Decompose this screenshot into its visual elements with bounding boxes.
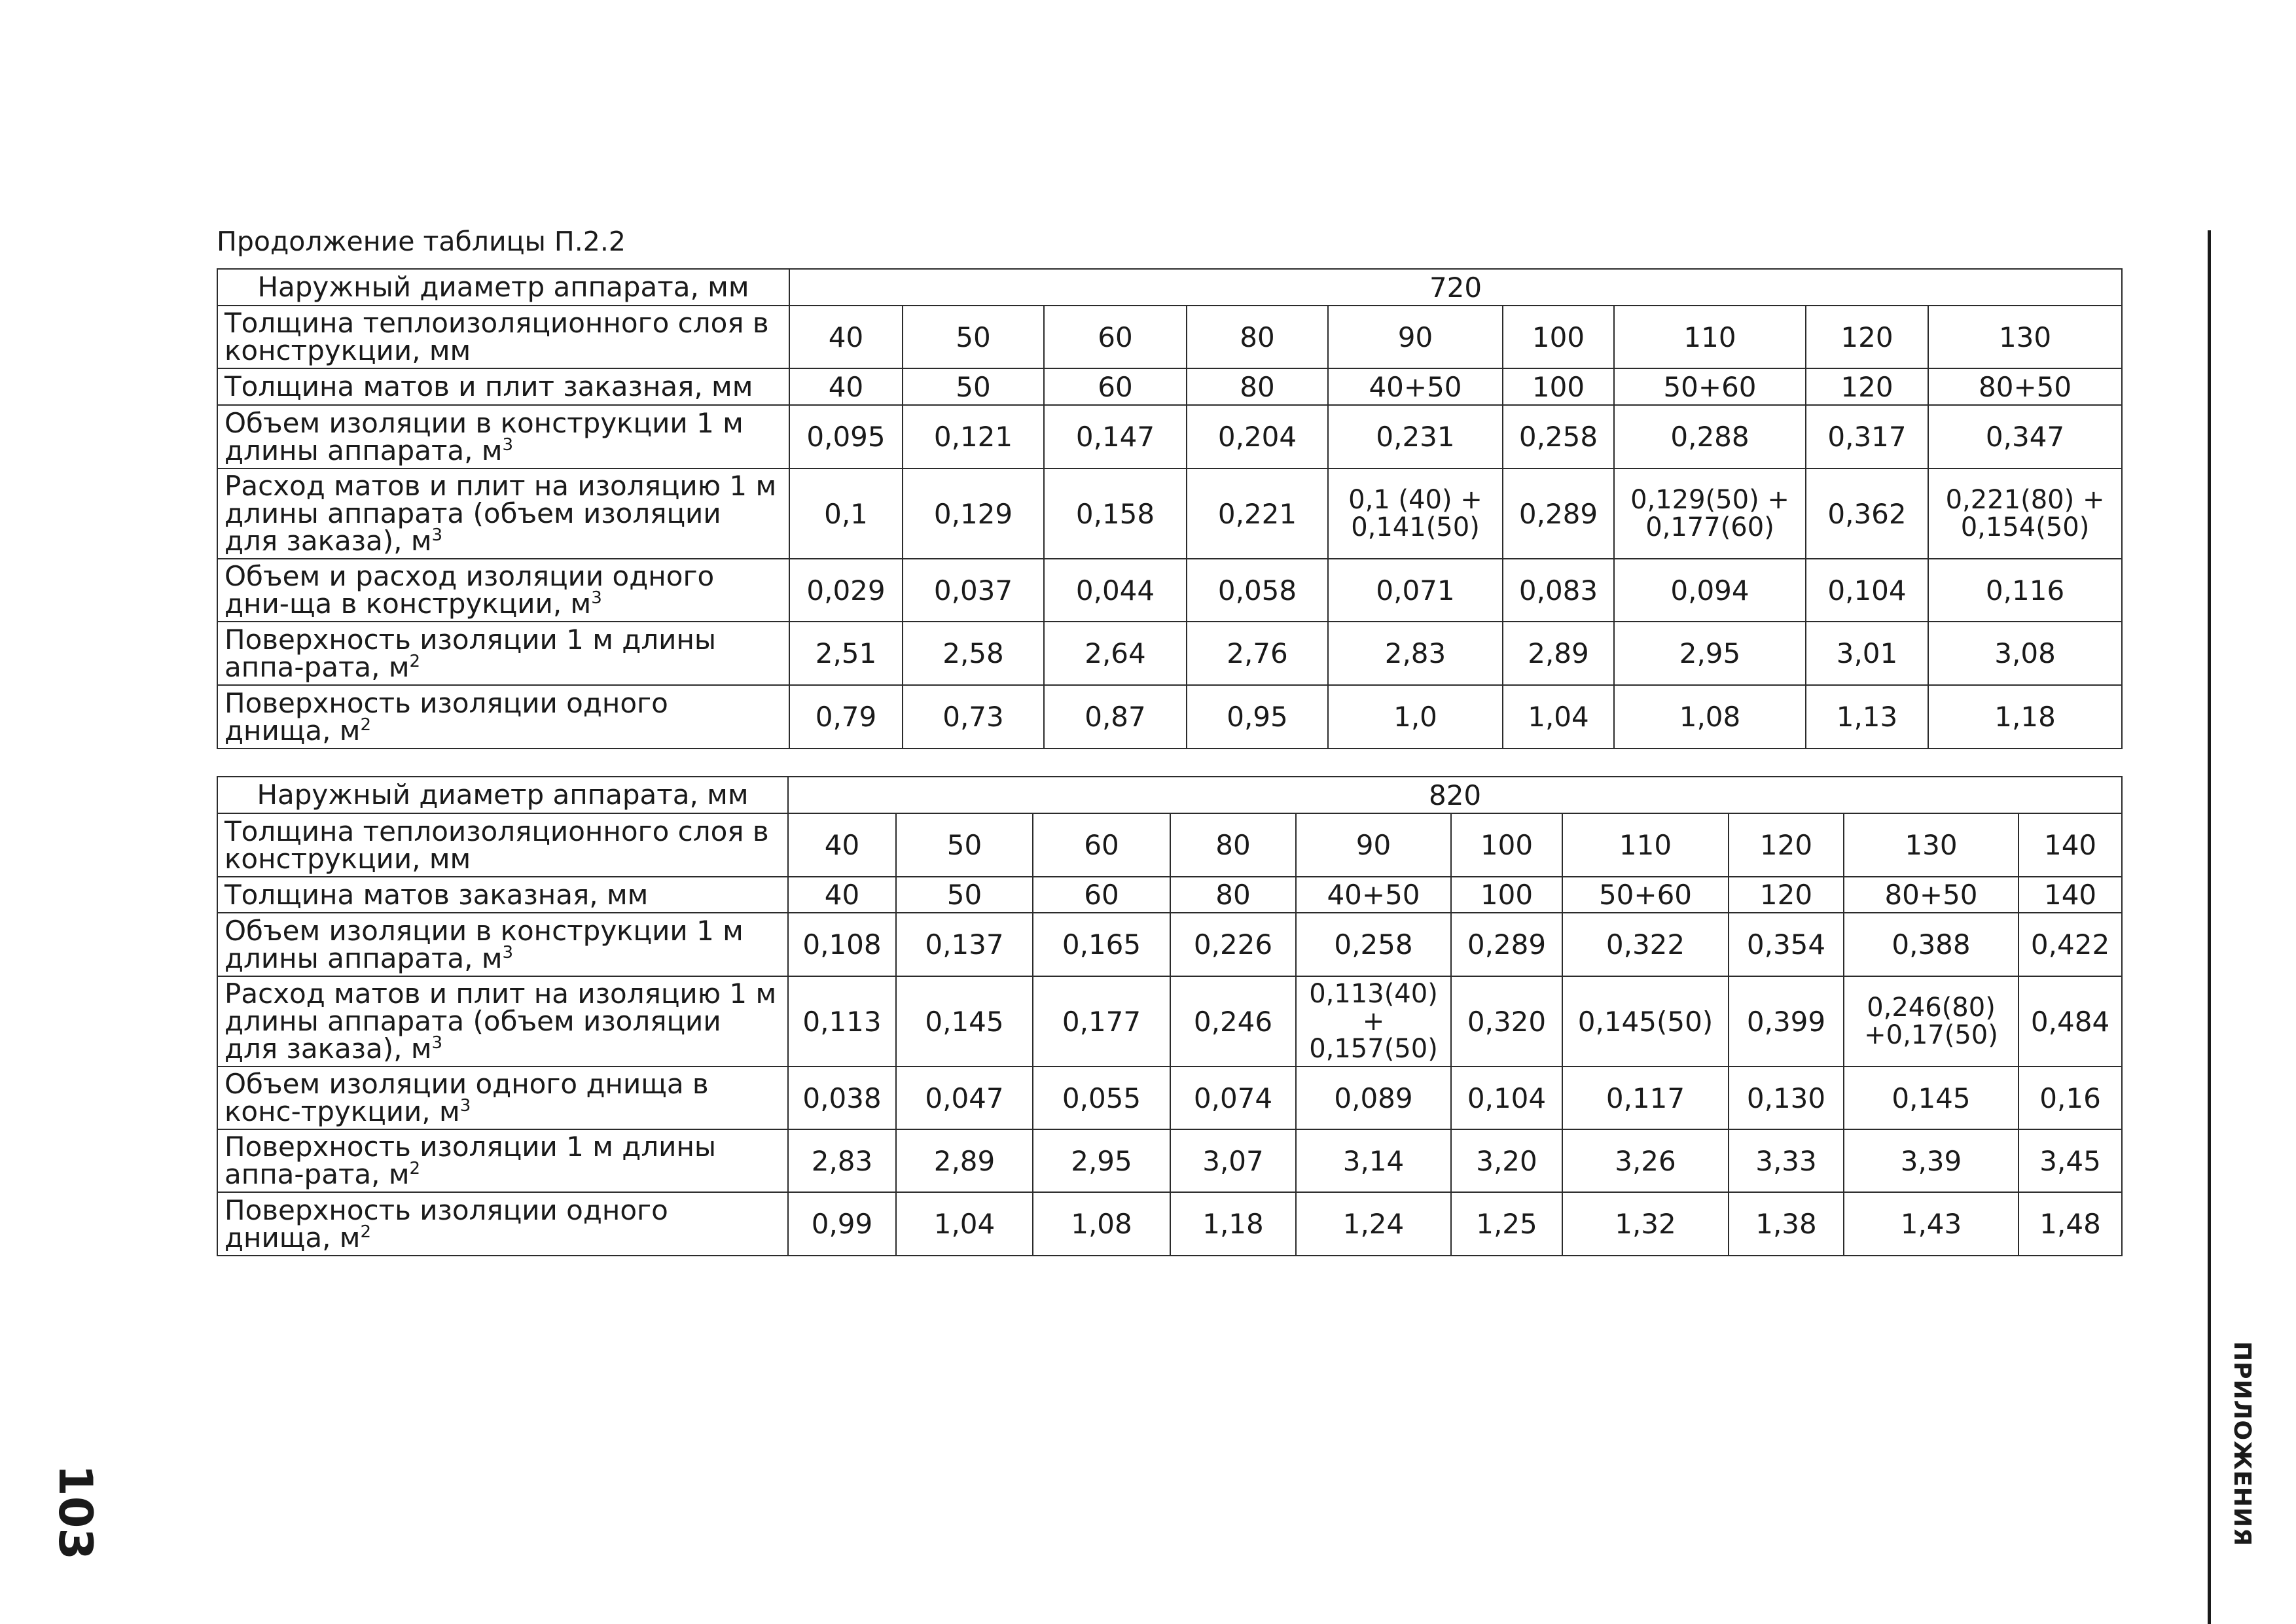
value-cell: 1,08 (1614, 685, 1806, 749)
value-cell: 80+50 (1844, 877, 2018, 913)
value-line: 0,113(40) + (1309, 979, 1438, 1036)
value-cell: 100 (1503, 306, 1614, 368)
value-cell: 0,037 (903, 559, 1044, 622)
value-cell: 50+60 (1562, 877, 1729, 913)
value-cell: 0,089 (1296, 1067, 1451, 1129)
value-cell: 0,231 (1328, 405, 1503, 468)
value-line: +0,17(50) (1864, 1020, 1998, 1050)
value-cell: 80 (1187, 306, 1328, 368)
diameter-value: 820 (788, 777, 2122, 813)
value-cell: 0,177 (1033, 976, 1170, 1067)
value-cell: 0,226 (1170, 913, 1296, 976)
value-cell: 0,038 (788, 1067, 896, 1129)
value-cell: 0,104 (1806, 559, 1928, 622)
value-cell: 140 (2018, 813, 2122, 877)
value-cell: 0,322 (1562, 913, 1729, 976)
value-cell: 0,095 (789, 405, 903, 468)
row-label: Объем изоляции в конструкции 1 м длины аппарата, $м^3$ (217, 913, 788, 976)
value-cell: 2,83 (1328, 622, 1503, 685)
row-label: Толщина матов заказная, мм (217, 877, 788, 913)
value-cell (1296, 976, 1451, 1067)
value-cell: 0,147 (1044, 405, 1187, 468)
value-cell: 100 (1451, 877, 1562, 913)
value-cell: 50 (903, 306, 1044, 368)
value-cell: 130 (1928, 306, 2122, 368)
value-cell: 90 (1328, 306, 1503, 368)
value-cell: 0,1 (789, 468, 903, 559)
value-cell: 3,20 (1451, 1129, 1562, 1192)
value-cell: 50 (903, 368, 1044, 405)
value-cell: 130 (1844, 813, 2018, 877)
value-cell: 2,58 (903, 622, 1044, 685)
value-cell: 60 (1033, 877, 1170, 913)
value-cell: 0,055 (1033, 1067, 1170, 1129)
value-cell: 1,24 (1296, 1192, 1451, 1256)
value-cell: 1,48 (2018, 1192, 2122, 1256)
value-cell: 0,121 (903, 405, 1044, 468)
value-cell: 0,99 (788, 1192, 896, 1256)
value-cell: 0,074 (1170, 1067, 1296, 1129)
value-line: 0,157(50) (1309, 1034, 1438, 1064)
value-cell: 3,39 (1844, 1129, 2018, 1192)
value-cell: 2,76 (1187, 622, 1328, 685)
row-label: Объем изоляции одного днища в конс-трукции, $м^3$ (217, 1067, 788, 1129)
row-label: Поверхность изоляции одного днища, $м^2$ (217, 685, 789, 749)
value-cell: 0,094 (1614, 559, 1806, 622)
value-cell: 1,13 (1806, 685, 1928, 749)
value-cell: 0,79 (789, 685, 903, 749)
value-cell: 3,01 (1806, 622, 1928, 685)
table-row (217, 368, 2122, 405)
value-cell: 80 (1170, 813, 1296, 877)
value-cell: 1,43 (1844, 1192, 2018, 1256)
value-cell: 0,145 (896, 976, 1033, 1067)
value-cell: 0,083 (1503, 559, 1614, 622)
insulation-table-820 (217, 776, 2123, 1256)
row-label: Объем изоляции в конструкции 1 м длины аппарата, $м^3$ (217, 405, 789, 468)
value-cell: 60 (1033, 813, 1170, 877)
table-row (217, 1067, 2122, 1129)
value-cell: 100 (1451, 813, 1562, 877)
value-cell: 0,047 (896, 1067, 1033, 1129)
value-cell: 2,64 (1044, 622, 1187, 685)
table-row (217, 622, 2122, 685)
value-cell: 0,104 (1451, 1067, 1562, 1129)
table-row (217, 877, 2122, 913)
value-cell: 2,83 (788, 1129, 896, 1192)
value-cell: 2,95 (1614, 622, 1806, 685)
value-cell: 1,32 (1562, 1192, 1729, 1256)
value-cell: 0,108 (788, 913, 896, 976)
diameter-row (217, 777, 2122, 813)
row-label: Толщина матов и плит заказная, мм (217, 368, 789, 405)
value-cell: 0,388 (1844, 913, 2018, 976)
value-cell: 120 (1729, 813, 1844, 877)
table-row (217, 1192, 2122, 1256)
value-cell: 0,95 (1187, 685, 1328, 749)
value-cell: 0,246 (1170, 976, 1296, 1067)
row-label: Объем и расход изоляции одного дни-ща в конструкции, $м^3$ (217, 559, 789, 622)
row-label: Поверхность изоляции 1 м длины аппа-рата, $м^2$ (217, 622, 789, 685)
value-cell (1328, 468, 1503, 559)
value-cell: 0,289 (1503, 468, 1614, 559)
value-cell: 0,258 (1503, 405, 1614, 468)
value-cell: 0,317 (1806, 405, 1928, 468)
page-number: 103 (48, 1464, 102, 1561)
table-row (217, 976, 2122, 1067)
value-cell (1844, 976, 2018, 1067)
row-label: Расход матов и плит на изоляцию 1 м длины аппарата (объем изоляции для заказа), $м^3$ (217, 976, 788, 1067)
value-cell: 0,258 (1296, 913, 1451, 976)
value-cell: 1,18 (1170, 1192, 1296, 1256)
row-label: Толщина теплоизоляционного слоя в конструкции, мм (217, 306, 789, 368)
value-cell: 0,422 (2018, 913, 2122, 976)
table-row (217, 468, 2122, 559)
value-cell: 0,145 (1844, 1067, 2018, 1129)
value-cell: 0,165 (1033, 913, 1170, 976)
value-cell: 40+50 (1296, 877, 1451, 913)
value-cell: 140 (2018, 877, 2122, 913)
value-cell: 0,320 (1451, 976, 1562, 1067)
value-cell: 0,16 (2018, 1067, 2122, 1129)
value-cell: 50 (896, 877, 1033, 913)
value-cell: 1,18 (1928, 685, 2122, 749)
value-line: 0,246(80) (1867, 993, 1996, 1023)
value-cell: 0,044 (1044, 559, 1187, 622)
diameter-label: Наружный диаметр аппарата, мм (217, 269, 789, 306)
value-cell: 3,45 (2018, 1129, 2122, 1192)
table-caption: Продолжение таблицы П.2.2 (217, 226, 626, 257)
value-cell: 0,73 (903, 685, 1044, 749)
margin-rule (2208, 230, 2211, 1624)
value-cell: 0,071 (1328, 559, 1503, 622)
value-cell: 50+60 (1614, 368, 1806, 405)
value-cell: 0,129 (903, 468, 1044, 559)
value-cell: 0,137 (896, 913, 1033, 976)
value-cell: 120 (1729, 877, 1844, 913)
value-cell: 0,288 (1614, 405, 1806, 468)
value-cell: 2,89 (1503, 622, 1614, 685)
diameter-row (217, 269, 2122, 306)
section-label: ПРИЛОЖЕНИЯ (2229, 1341, 2255, 1547)
table-row (217, 1129, 2122, 1192)
value-line: 0,177(60) (1645, 512, 1774, 542)
value-cell: 110 (1614, 306, 1806, 368)
value-cell: 1,0 (1328, 685, 1503, 749)
value-cell: 3,08 (1928, 622, 2122, 685)
value-line: 0,221(80) + (1945, 485, 2105, 515)
value-cell: 90 (1296, 813, 1451, 877)
value-cell (1614, 468, 1806, 559)
value-cell: 80 (1170, 877, 1296, 913)
table-row (217, 405, 2122, 468)
value-cell: 1,38 (1729, 1192, 1844, 1256)
value-cell: 0,484 (2018, 976, 2122, 1067)
table-row (217, 559, 2122, 622)
value-cell: 0,113 (788, 976, 896, 1067)
value-cell: 2,95 (1033, 1129, 1170, 1192)
value-line: 0,154(50) (1960, 512, 2090, 542)
value-cell: 0,145(50) (1562, 976, 1729, 1067)
value-cell: 0,347 (1928, 405, 2122, 468)
value-cell: 60 (1044, 306, 1187, 368)
value-cell: 40 (789, 368, 903, 405)
value-cell: 50 (896, 813, 1033, 877)
value-cell: 0,117 (1562, 1067, 1729, 1129)
value-cell: 0,399 (1729, 976, 1844, 1067)
value-cell: 60 (1044, 368, 1187, 405)
value-cell: 0,362 (1806, 468, 1928, 559)
row-label: Поверхность изоляции 1 м длины аппа-рата, $м^2$ (217, 1129, 788, 1192)
value-line: 0,129(50) + (1630, 485, 1789, 515)
row-label: Расход матов и плит на изоляцию 1 м длины аппарата (объем изоляции для заказа), $м^3$ (217, 468, 789, 559)
value-cell: 1,04 (896, 1192, 1033, 1256)
value-cell: 3,26 (1562, 1129, 1729, 1192)
value-cell: 0,289 (1451, 913, 1562, 976)
value-line: 0,141(50) (1351, 512, 1480, 542)
value-cell: 0,87 (1044, 685, 1187, 749)
value-line: 0,1 (40) + (1348, 485, 1482, 515)
value-cell: 0,130 (1729, 1067, 1844, 1129)
table-row (217, 913, 2122, 976)
diameter-label: Наружный диаметр аппарата, мм (217, 777, 788, 813)
value-cell: 1,04 (1503, 685, 1614, 749)
value-cell: 80+50 (1928, 368, 2122, 405)
table-row (217, 306, 2122, 368)
value-cell: 2,51 (789, 622, 903, 685)
value-cell: 3,07 (1170, 1129, 1296, 1192)
insulation-table-720 (217, 268, 2123, 749)
value-cell: 0,221 (1187, 468, 1328, 559)
value-cell: 110 (1562, 813, 1729, 877)
value-cell: 80 (1187, 368, 1328, 405)
value-cell: 2,89 (896, 1129, 1033, 1192)
value-cell: 3,33 (1729, 1129, 1844, 1192)
value-cell: 100 (1503, 368, 1614, 405)
value-cell: 120 (1806, 306, 1928, 368)
row-label: Поверхность изоляции одного днища, $м^2$ (217, 1192, 788, 1256)
value-cell: 1,25 (1451, 1192, 1562, 1256)
value-cell: 120 (1806, 368, 1928, 405)
value-cell: 0,354 (1729, 913, 1844, 976)
table-row (217, 685, 2122, 749)
diameter-value: 720 (789, 269, 2122, 306)
value-cell (1928, 468, 2122, 559)
value-cell: 3,14 (1296, 1129, 1451, 1192)
value-cell: 1,08 (1033, 1192, 1170, 1256)
value-cell: 0,158 (1044, 468, 1187, 559)
value-cell: 40 (789, 306, 903, 368)
value-cell: 0,029 (789, 559, 903, 622)
table-row (217, 813, 2122, 877)
value-cell: 40 (788, 813, 896, 877)
value-cell: 40+50 (1328, 368, 1503, 405)
value-cell: 0,204 (1187, 405, 1328, 468)
value-cell: 0,116 (1928, 559, 2122, 622)
row-label: Толщина теплоизоляционного слоя в конструкции, мм (217, 813, 788, 877)
value-cell: 40 (788, 877, 896, 913)
value-cell: 0,058 (1187, 559, 1328, 622)
